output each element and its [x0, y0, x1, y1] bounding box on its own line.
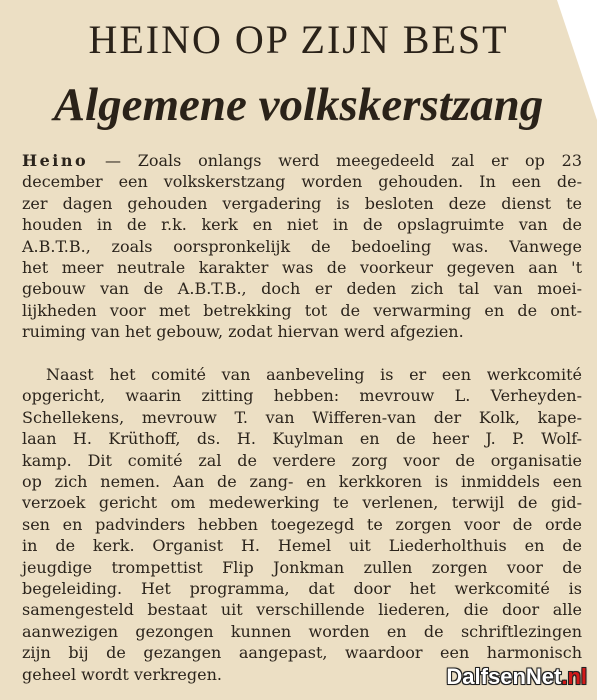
paragraph-line — [22, 150, 582, 171]
paragraph-line: laan H. Krüthoff, ds. H. Kuylman en de heer J. P. Wolf- — [22, 429, 582, 449]
watermark-main: DalfsenNet — [446, 664, 562, 689]
paragraph-line: begeleiding. Het programma, dat door het werkcomité is — [22, 579, 582, 599]
watermark-suffix: .nl — [561, 664, 587, 689]
paragraph-line: lijkheden voor met betrekking tot de verwarming en de ont- — [22, 300, 582, 320]
article-paragraph-2 — [22, 364, 582, 685]
paragraph-line: jeugdige trompettist Flip Jonkman zullen zorgen voor de — [22, 557, 582, 577]
paragraph-line: gebouw van de A.B.T.B., doch er deden zich tal van moei- — [22, 279, 582, 299]
paragraph-line: houden in de r.k. kerk en niet in de opslagruimte van de — [22, 215, 582, 235]
paragraph-line: december een volkskerstzang worden gehouden. In een de- — [22, 172, 582, 192]
article-subheadline: Algemene volkskerstzang — [53, 79, 544, 131]
paragraph-line-text: — Zoals onlangs werd meegedeeld zal er op 23 — [88, 151, 582, 170]
paragraph-line: Naast het comité van aanbeveling is er een werkcomité — [46, 365, 582, 384]
paragraph-line: opgericht, waarin zitting hebben: mevrouw L. Verheyden- — [22, 386, 582, 406]
paragraph-line: in de kerk. Organist H. Hemel uit Liederholthuis en de — [22, 536, 582, 556]
article-paragraph-1 — [22, 150, 582, 343]
paragraph-line: zijn bij de gezangen aangepast, waardoor een harmonisch — [22, 643, 582, 663]
paragraph-line: het meer neutrale karakter was de voorkeur gegeven aan 't — [22, 258, 582, 278]
site-watermark-logo — [446, 664, 587, 690]
paragraph-line: zer dagen gehouden vergadering is besloten deze dienst te — [22, 193, 582, 213]
article-headline: HEINO OP ZIJN BEST — [88, 17, 509, 62]
paragraph-line: ruiming van het gebouw, zodat hiervan werd afgezien. — [22, 322, 464, 342]
paragraph-line: verzoek gericht om medewerking te verlenen, terwijl de gid- — [22, 493, 582, 513]
paragraph-line: op zich nemen. Aan de zang- en kerkkoren is inmiddels een — [22, 472, 582, 492]
paragraph-line: kamp. Dit comité zal de verdere zorg voor de organisatie — [22, 450, 582, 470]
paragraph-line: Schellekens, mevrouw T. van Wifferen-van der Kolk, kape- — [22, 407, 582, 427]
paragraph-line: A.B.T.B., zoals oorspronkelijk de bedoeling was. Vanwege — [22, 236, 582, 256]
paragraph-line: aanwezigen gezongen kunnen worden en de schriftlezingen — [22, 621, 582, 641]
article-dateline: Heino — [22, 151, 89, 170]
paragraph-line: samengesteld bestaat uit verschillende liederen, die door alle — [22, 600, 582, 620]
paragraph-line: geheel wordt verkregen. — [22, 664, 222, 684]
paragraph-line: sen en padvinders hebben toegezegd te zorgen voor de orde — [22, 514, 582, 534]
